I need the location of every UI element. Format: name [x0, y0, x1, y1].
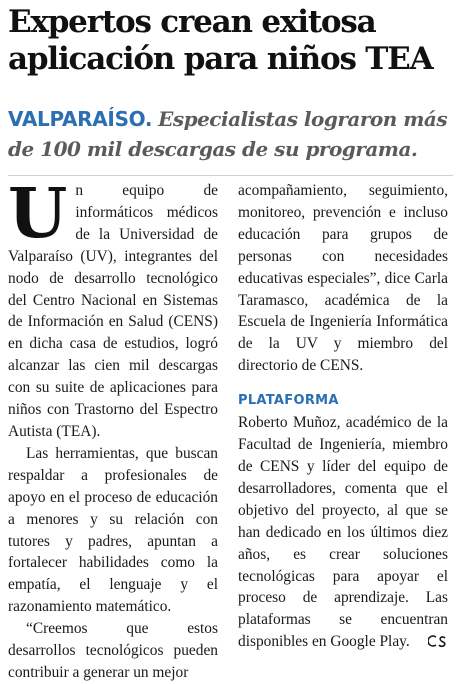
deck-divider	[8, 175, 453, 176]
body-column-right	[238, 180, 448, 655]
deck-summary: Especialistas lograron más de 100 mil descargas de su programa.	[8, 107, 448, 161]
cs-end-mark-icon	[428, 633, 448, 655]
drop-cap: U	[8, 174, 68, 254]
deck	[8, 104, 453, 164]
body-column-left	[8, 174, 218, 684]
kicker-location: VALPARAÍSO.	[8, 107, 153, 131]
section-subhead: PLATAFORMA	[238, 393, 339, 409]
paragraph-3-continued: acompañamiento, seguimiento, monitoreo, prevención e incluso educación para grupos de personas con necesidades educativas especiales”, dice Carla Taramasco, académica de la Escuela de Ingeniería Informática de la UV y miembro del directorio de CENS.	[238, 182, 448, 375]
paragraph-4-text: Roberto Muñoz, académico de la Facultad de Ingeniería, miembro de CENS y líder del equipo de desarrolladores, comenta que el objetivo del proyecto, al que se han dedicado en los últimos diez años, es crear soluciones tecnológicas para apoyar el proceso de aprendizaje. Las plataformas se encuentran disponibles en Google Play.	[238, 414, 448, 651]
paragraph-3: “Creemos que estos desarrollos tecnológicos pueden contribuir a generar un mejor	[8, 620, 218, 681]
paragraph-1-text: n equipo de informáticos médicos de la Universidad de Valparaíso (UV), integrantes del nodo de desarrollo tecnológico del Centro Nacional en Sistemas de Información en Salud (CENS) en dicha casa de estudios, logró alcanzar las cien mil descargas con su suite de aplicaciones para niños con Trastorno del Espectro Autista (TEA).	[8, 182, 218, 440]
paragraph-2: Las herramientas, que buscan respaldar a profesionales de apoyo en el proceso de educación a menores y su relación con tutores y padres, apuntan a fortalecer habilidades como la empatía, el lenguaje y el razonamiento matemático.	[8, 444, 218, 616]
paragraph-1	[8, 174, 218, 443]
headline: Expertos crean exitosa aplicación para niños TEA	[8, 4, 433, 77]
paragraph-4	[238, 412, 448, 653]
